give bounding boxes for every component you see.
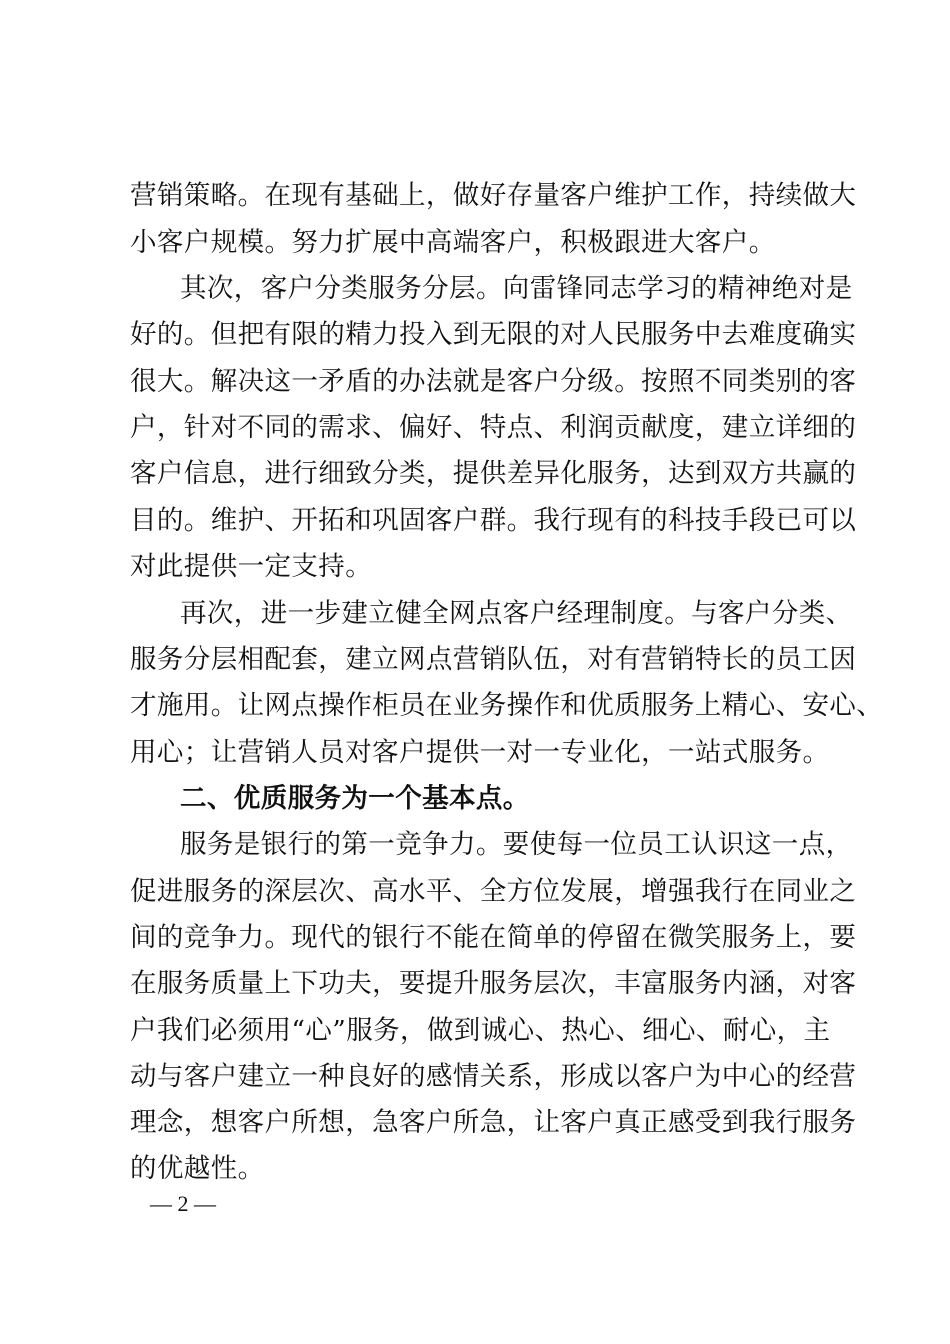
text-line-15: 服务是银行的第一竞争力。要使每一位员工认识这一点， — [180, 829, 853, 860]
text-line-20: 动与客户建立一种良好的感情关系，形成以客户为中心的经营 — [130, 1061, 857, 1092]
text-line-4: 好的。但把有限的精力投入到无限的对人民服务中去难度确实 — [130, 319, 857, 350]
text-line-6: 户，针对不同的需求、偏好、特点、利润贡献度，建立详细的 — [130, 412, 857, 443]
text-line-7: 客户信息，进行细致分类，提供差异化服务，达到双方共赢的 — [130, 458, 857, 489]
text-line-19: 户我们必须用“心”服务，做到诚心、热心、细心、耐心，主 — [130, 1015, 831, 1046]
text-line-16: 促进服务的深层次、高水平、全方位发展，增强我行在同业之 — [130, 876, 857, 907]
page-number: — 2 — — [150, 1191, 216, 1216]
text-line-5: 很大。解决这一矛盾的办法就是客户分级。按照不同类别的客 — [130, 366, 857, 397]
text-line-21: 理念，想客户所想，急客户所急，让客户真正感受到我行服务 — [130, 1107, 857, 1138]
text-line-8: 目的。维护、开拓和巩固客户群。我行现有的科技手段已可以 — [130, 505, 857, 536]
text-line-3: 其次，客户分类服务分层。向雷锋同志学习的精神绝对是 — [180, 273, 853, 304]
text-line-10: 再次，进一步建立健全网点客户经理制度。与客户分类、 — [180, 598, 853, 629]
text-line-22: 的优越性。 — [130, 1153, 265, 1184]
text-line-12: 才施用。让网点操作柜员在业务操作和优质服务上精心、安心、 — [130, 690, 884, 721]
text-line-2: 小客户规模。努力扩展中高端客户，积极跟进大客户。 — [130, 227, 776, 258]
text-line-11: 服务分层相配套，建立网点营销队伍，对有营销特长的员工因 — [130, 644, 857, 675]
text-line-18: 在服务质量上下功夫，要提升服务层次，丰富服务内涵，对客 — [130, 968, 857, 999]
section-heading: 二、优质服务为一个基本点。 — [180, 783, 530, 814]
text-line-17: 间的竞争力。现代的银行不能在简单的停留在微笑服务上，要 — [130, 922, 857, 953]
text-line-1: 营销策略。在现有基础上，做好存量客户维护工作，持续做大 — [130, 180, 857, 211]
text-line-9: 对此提供一定支持。 — [130, 551, 373, 582]
text-line-13: 用心；让营销人员对客户提供一对一专业化，一站式服务。 — [130, 737, 830, 768]
